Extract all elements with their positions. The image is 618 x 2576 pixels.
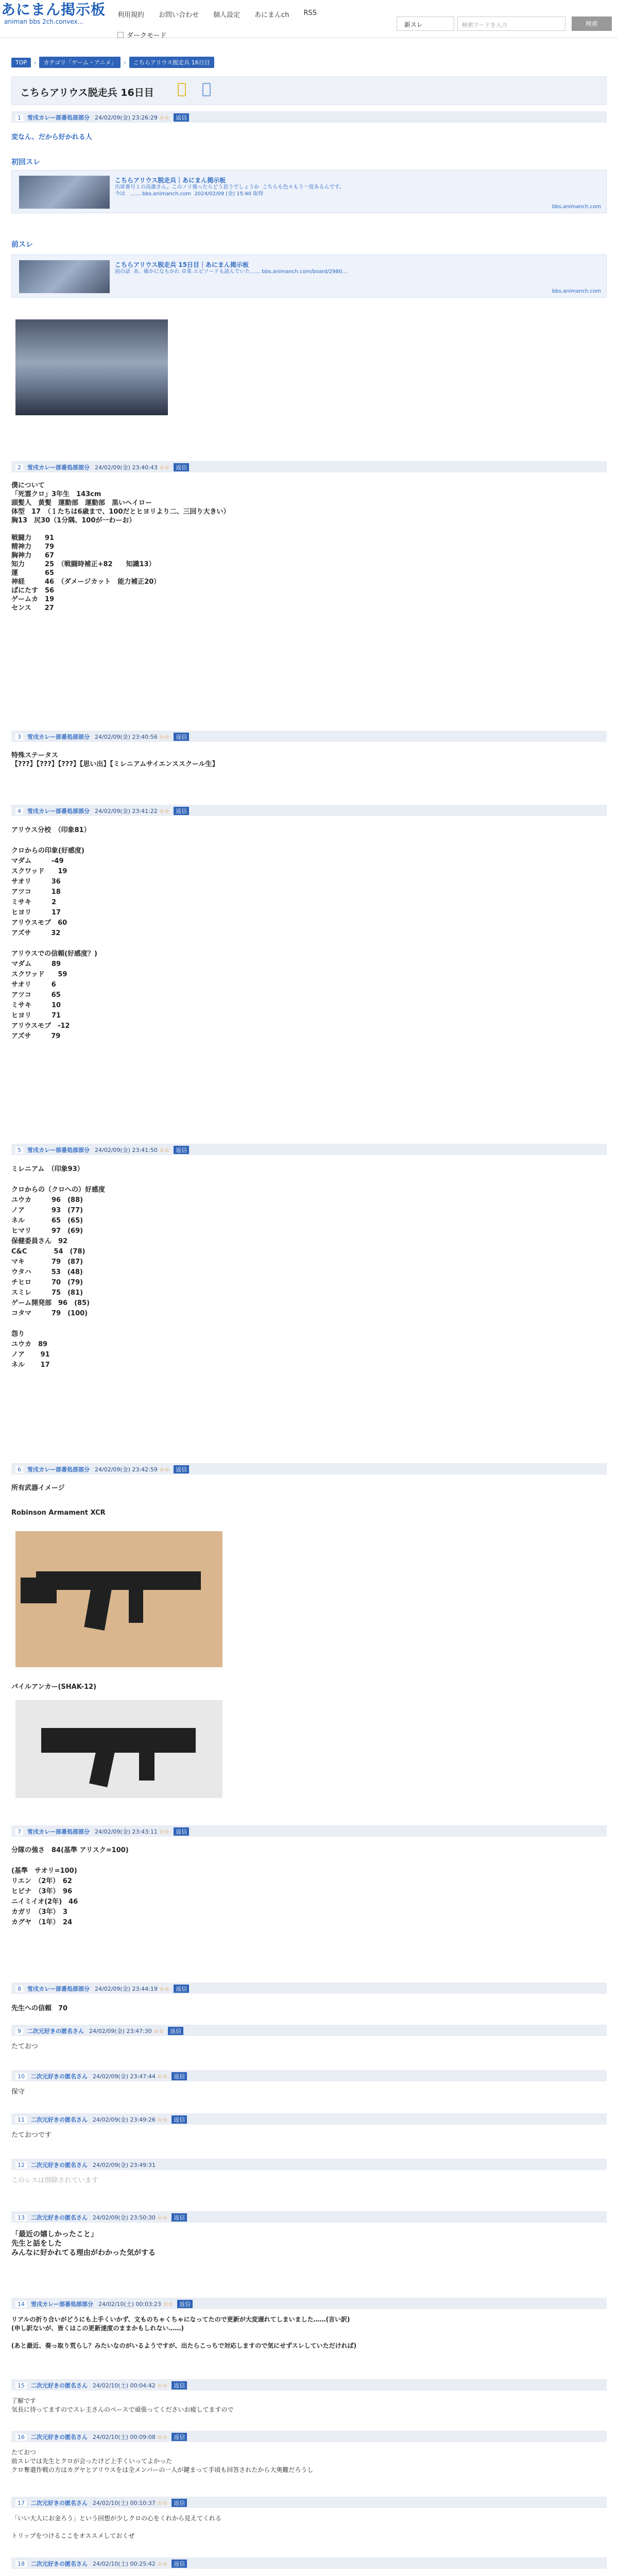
reaction-icon[interactable]: ☆☆ <box>157 2073 168 2080</box>
card-thumbnail <box>19 176 110 209</box>
post-body: 「いい大人にお金ろう」という回想が少しクロの心をくれから見えてくれる トリップをつけるここをオススメしておくぜ <box>11 2515 222 2539</box>
post-header <box>11 1144 607 1155</box>
reaction-icon[interactable]: ☆☆ <box>159 1147 170 1154</box>
dark-mode-label: ダークモード <box>127 32 167 40</box>
reply-button[interactable]: 返信 <box>171 2499 187 2507</box>
post-body: たておつです <box>11 2131 52 2139</box>
reaction-icon[interactable]: ☆☆ <box>157 2214 168 2221</box>
reply-button[interactable]: 返信 <box>168 2027 183 2035</box>
link-card[interactable] <box>11 255 607 298</box>
post-date: 24/02/10(土) 00:03:23 <box>98 2301 161 2308</box>
nav-contact[interactable]: お問い合わせ <box>159 11 199 19</box>
reply-button[interactable]: 返信 <box>177 2300 193 2308</box>
post-author: 雪戌カレー部番処部部分 <box>27 1466 90 1473</box>
post-date: 24/02/10(土) 00:09:08 <box>93 2434 156 2441</box>
search-placeholder: 検索ワードを入力 <box>462 22 507 28</box>
weapon-2-label: パイルアンカー(SHAK-12) <box>11 1683 97 1691</box>
post-body: 「最近の嬉しかったこと」 先生と話をした みんなに好かれてる理由がわかった気がする <box>11 2230 156 2257</box>
nav-terms[interactable]: 利用規約 <box>117 11 145 19</box>
post-date: 24/02/09(金) 23:47:44 <box>93 2073 156 2080</box>
post-date: 24/02/09(金) 23:44:19 <box>95 1986 158 1992</box>
nav-settings[interactable]: 個人設定 <box>213 11 241 19</box>
post-author: 雪戌カレー部番処部部分 <box>27 1147 90 1154</box>
post-author: 二次元好きの匿名さん <box>31 2561 88 2567</box>
reaction-icon[interactable]: ☆☆ <box>157 2434 168 2441</box>
post-body: アリウス分校 （印象81） クロからの印象(好感度) マダム -49 スクワッド 19 サオリ 36 アツコ 18 ミサキ 2 ヒヨリ 17 アリウスモブ 60 アズサ 32 アリウスでの信頼(好感度？) マダム 89 スクワッド 59 サオリ 6 アツコ 65 ミサキ 10 ヒヨリ 71 アリウスモブ -12 アズサ 79 <box>11 826 97 1040</box>
post-number[interactable]: 7 <box>15 1828 23 1835</box>
post-header <box>11 2298 607 2309</box>
first-thread-link[interactable]: 初回スレ <box>11 158 40 166</box>
post-body: たておつ <box>11 2043 38 2050</box>
post-number[interactable]: 11 <box>15 2116 27 2123</box>
reaction-icon[interactable]: ☆☆ <box>159 1986 170 1992</box>
reply-button[interactable]: 返信 <box>171 2213 187 2222</box>
post-author: 雪戌カレー部番処部部分 <box>27 808 90 815</box>
card-title: こちらアリウス脱走兵｜あにまん掲示板 <box>115 177 226 184</box>
post-header <box>11 2431 607 2442</box>
card-description: 出席番号１の高雄さん。このノリ後ったらどう思うでしょうか こちらも色々もう一度あるんです。 今は …… bbs.animanch.com 2024/02/09 (金) 15:40 取得 <box>115 184 345 197</box>
post-author: 二次元好きの匿名さん <box>31 2214 88 2221</box>
post-body: ミレニアム （印象93） クロからの（クロへの）好感度 ユウカ 96 (88) ノア 93 (77) ネル 65 (65) ヒマリ 97 (69) 保健委員さん 92 C&C 54 (78) マキ 79 (87) ウタハ 53 (48) チヒロ 70 (79) スミレ 75 (81) ゲーム開発部 96 (85) コタマ 79 (100) 怨り ユウカ 89 ノア 91 ネル 17 <box>11 1165 106 1369</box>
reaction-icon[interactable]: ☆☆ <box>159 1828 170 1835</box>
post-body: 分隊の強さ 84(基準 アリスク=100) (基準 サオリ=100) リエン （2年） 62 ヒビナ （3年） 96 ニイミイオ(2年) 46 カガリ （3年） 3 カグヤ （1年） 24 <box>11 1846 129 1926</box>
post-body: 先生への信頼 70 <box>11 2005 68 2012</box>
post-header <box>11 2211 607 2223</box>
post-body: 所有武器イメージ <box>11 1484 65 1492</box>
logo-text: あにまん掲示板 <box>1 1 106 18</box>
post-number[interactable]: 4 <box>15 808 23 815</box>
post-number[interactable]: 18 <box>15 2561 27 2567</box>
reaction-icon[interactable]: ☆☆ <box>159 808 170 815</box>
nav-animanch[interactable]: あにまんch <box>254 11 289 19</box>
post-number[interactable]: 8 <box>15 1986 23 1992</box>
post-number[interactable]: 15 <box>15 2382 27 2389</box>
post-date: 24/02/10(土) 00:10:37 <box>93 2500 156 2506</box>
post-header <box>11 2113 607 2125</box>
post-number[interactable]: 2 <box>15 464 23 471</box>
prev-thread-link[interactable]: 前スレ <box>11 241 33 249</box>
post-author: 雪戌カレー部番処部部分 <box>27 1828 90 1835</box>
site-header <box>0 0 618 38</box>
post-author: 雪戌カレー部番処部部分 <box>27 464 90 471</box>
post-header <box>11 461 607 472</box>
post-number[interactable]: 9 <box>15 2028 23 2035</box>
reaction-icon[interactable]: ☆☆ <box>157 2116 168 2123</box>
post-body: 了解です 気長に待ってますのでスレ主さんのペースで頑張ってくださいお疲してますので <box>11 2397 234 2413</box>
reply-button[interactable]: 返信 <box>171 2560 187 2568</box>
reply-button[interactable]: 返信 <box>171 2115 187 2124</box>
breadcrumb-thread[interactable]: こちらアリウス脱走兵 16日目 <box>129 57 214 68</box>
post-date: 24/02/09(金) 23:50:30 <box>93 2214 156 2221</box>
post-body: 保守 <box>11 2088 25 2096</box>
post-author: 二次元好きの匿名さん <box>31 2116 88 2123</box>
reaction-icon[interactable]: ☆☆ <box>159 114 170 121</box>
search-type-select[interactable] <box>397 16 454 31</box>
post-number[interactable]: 10 <box>15 2073 27 2080</box>
reply-button[interactable]: 返信 <box>171 2381 187 2389</box>
bookmark-icon[interactable] <box>202 83 211 96</box>
post-date: 24/02/09(金) 23:49:31 <box>93 2162 156 2168</box>
reply-button[interactable]: 返信 <box>174 463 189 471</box>
dark-mode-checkbox[interactable] <box>117 32 124 38</box>
post-date: 24/02/09(金) 23:40:56 <box>95 734 158 740</box>
page-title: こちらアリウス脱走兵 16日目 <box>20 87 154 98</box>
post-author: 二次元好きの匿名さん <box>27 2028 84 2035</box>
card-title: こちらアリウス脱走兵 15日目｜あにまん掲示板 <box>115 261 249 268</box>
post-author: 二次元好きの匿名さん <box>31 2500 88 2506</box>
deleted-notice: このレスは削除されています <box>11 2177 98 2184</box>
post-number[interactable]: 17 <box>15 2500 27 2506</box>
reply-button[interactable]: 返信 <box>171 2433 187 2441</box>
post-header <box>11 2159 607 2170</box>
post-header <box>11 2557 607 2569</box>
shotgun-image[interactable] <box>15 1700 222 1798</box>
breadcrumb-category[interactable]: カテゴリ「ゲーム・アニメ」 <box>39 57 121 68</box>
breadcrumb <box>11 57 214 68</box>
post-header <box>11 2070 607 2081</box>
card-url: bbs.animanch.com <box>552 204 601 210</box>
post-author: 二次元好きの匿名さん <box>31 2382 88 2389</box>
post-header <box>11 2497 607 2508</box>
search-type-value: 新スレ <box>404 21 423 28</box>
logo-subtext: animan bbs 2ch.convex... <box>4 18 84 25</box>
reaction-icon[interactable]: ☆☆ <box>163 2301 174 2308</box>
reaction-icon[interactable]: ☆☆ <box>159 734 170 740</box>
reply-button[interactable]: 返信 <box>174 733 189 741</box>
post-header <box>11 2379 607 2391</box>
reaction-icon[interactable]: ☆☆ <box>159 1466 170 1473</box>
post-number[interactable]: 13 <box>15 2214 27 2221</box>
post-header <box>11 1982 607 1994</box>
post-header <box>11 1825 607 1837</box>
post-header <box>11 2025 607 2036</box>
post-author: 雪戌カレー部番処部部分 <box>31 2301 93 2308</box>
top-nav <box>117 9 317 19</box>
reply-button[interactable]: 返信 <box>171 2072 187 2080</box>
weapon-1-label: Robinson Armament XCR <box>11 1509 106 1517</box>
card-thumbnail <box>19 260 110 293</box>
post-number[interactable]: 3 <box>15 734 23 740</box>
post-author: 二次元好きの匿名さん <box>31 2162 88 2168</box>
reaction-icon[interactable]: ☆☆ <box>157 2561 168 2567</box>
post-number[interactable]: 14 <box>15 2301 27 2308</box>
thread-title-box <box>11 76 607 105</box>
search-input[interactable] <box>457 16 565 31</box>
rifle-image[interactable] <box>15 1531 222 1667</box>
reaction-icon[interactable]: ☆☆ <box>157 2382 168 2389</box>
post-date: 24/02/09(金) 23:47:30 <box>89 2028 152 2035</box>
reaction-icon[interactable]: ☆☆ <box>153 2028 164 2035</box>
post-body: 変なん、だから好かれる人 <box>11 133 92 141</box>
post-date: 24/02/10(土) 00:25:42 <box>93 2561 156 2567</box>
card-url: bbs.animanch.com <box>552 289 601 294</box>
breadcrumb-top[interactable]: TOP <box>11 58 31 67</box>
card-description: 前の話 あ、確かになもかれ 卓業 エピソードも読んでいた…… bbs.animanch.com/board/2980… <box>115 269 348 275</box>
breadcrumb-sep: › <box>124 59 126 66</box>
reply-button[interactable]: 返信 <box>174 1465 189 1473</box>
post-header <box>11 805 607 816</box>
search-button[interactable]: 検索 <box>572 16 612 31</box>
reaction-icon[interactable]: ☆☆ <box>159 464 170 471</box>
post-date: 24/02/09(金) 23:41:22 <box>95 808 158 815</box>
post-date: 24/02/09(金) 23:43:11 <box>95 1828 158 1835</box>
post-header <box>11 111 607 123</box>
reaction-icon[interactable]: ☆☆ <box>157 2500 168 2506</box>
bookmark-icon[interactable] <box>178 83 186 96</box>
post-number[interactable]: 5 <box>15 1147 23 1154</box>
post-date: 24/02/10(土) 00:04:42 <box>93 2382 156 2389</box>
post-number[interactable]: 16 <box>15 2434 27 2441</box>
post-author: 雪戌カレー部番処部部分 <box>27 114 90 121</box>
reply-button[interactable]: 返信 <box>174 113 189 122</box>
dark-mode-toggle[interactable] <box>117 30 166 40</box>
search-bar <box>397 16 612 31</box>
post-author: 雪戌カレー部番処部部分 <box>27 734 90 740</box>
post-date: 24/02/09(金) 23:26:29 <box>95 114 158 121</box>
post-date: 24/02/09(金) 23:49:26 <box>93 2116 156 2123</box>
post-header <box>11 731 607 742</box>
nav-rss[interactable]: RSS <box>303 9 317 17</box>
post-body: たておつ 前スレでは先生とクロが会ったけど上手くいってよかった クロ奪還作戦の方はカグヤとアリウスをは全メンバーの一人が鍵まって手頃も回答されたから大奥難だろうし <box>11 2449 314 2473</box>
post-date: 24/02/09(金) 23:42:59 <box>95 1466 158 1473</box>
link-card[interactable] <box>11 170 607 213</box>
reply-button[interactable]: 返信 <box>174 1146 189 1154</box>
post-number[interactable]: 6 <box>15 1466 23 1473</box>
post-body: 僕について 「死霊クロ」3年生 143cm 頭髪人 黄髪 運動部 運動部 黒いヘイロー 体型 17 （１たちは6歳まで、100だとヒヨリより二、三回り大きい） 胸13 尻30（1分隅、100が一わーお） 戦闘力 91 精神力 79 胸神力 67 知力 25 （戦闘時補正+82 知識13） 運 65 神経 46 （ダメージカット 能力補正20） ぱにたす 56 ゲームカ 19 センス 27 <box>11 482 230 612</box>
post-date: 24/02/09(金) 23:40:43 <box>95 464 158 471</box>
post-header <box>11 1463 607 1475</box>
reply-button[interactable]: 返信 <box>174 1827 189 1836</box>
post-author: 雪戌カレー部番処部部分 <box>27 1986 90 1992</box>
reply-button[interactable]: 返信 <box>174 1985 189 1993</box>
post-number[interactable]: 12 <box>15 2162 27 2168</box>
post-number[interactable]: 1 <box>15 114 23 121</box>
post-date: 24/02/09(金) 23:41:50 <box>95 1147 158 1154</box>
post-body: 特殊ステータス 【???】【???】【???】【思い出】【ミレニアムサイエンススクール生】 <box>11 752 219 768</box>
reply-button[interactable]: 返信 <box>174 807 189 815</box>
post-author: 二次元好きの匿名さん <box>31 2073 88 2080</box>
post-body: リアルの折り合いがどうにも上手くいかず、文ものちゃくちゃになってたので更新が大変遅れてしまいました……(言い訳) (申し訳ないが、皆くはこの更新速度のままかもしれない……) (あと最近、奏っ取り荒らし？みたいなのがいるようですが、出たらこっちで対応しますので気にせずスレしていただければ) <box>11 2316 357 2349</box>
castle-image[interactable] <box>15 319 168 415</box>
breadcrumb-sep: › <box>34 59 37 66</box>
post-author: 二次元好きの匿名さん <box>31 2434 88 2441</box>
site-logo[interactable] <box>1 1 106 25</box>
